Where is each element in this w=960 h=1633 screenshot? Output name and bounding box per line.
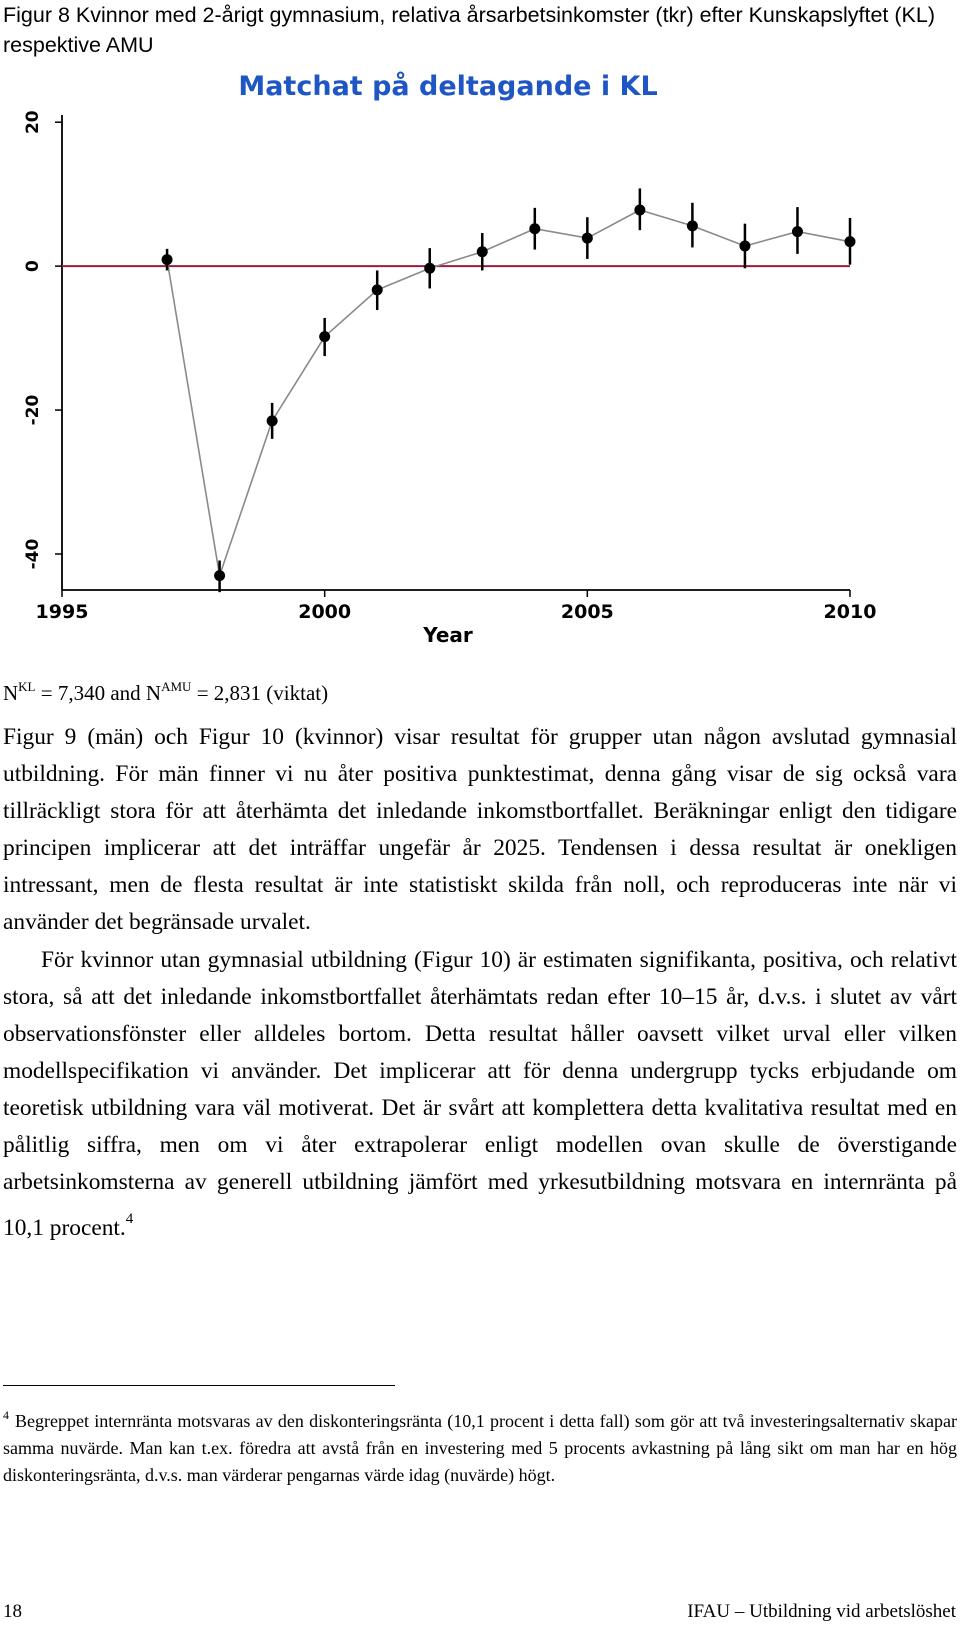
chart-title: Matchat på deltagande i KL: [238, 71, 658, 102]
y-tick-label: -40: [23, 538, 43, 570]
data-point: [477, 246, 488, 257]
n-amu-superscript: AMU: [161, 679, 192, 694]
data-point: [739, 240, 750, 251]
y-tick-label: 20: [23, 110, 43, 135]
chart: [0, 60, 960, 660]
x-tick-label: 2005: [560, 601, 614, 623]
footnote-number: 4: [3, 1408, 9, 1422]
n-kl-value: = 7,340 and N: [35, 681, 162, 705]
data-point: [267, 415, 278, 426]
sample-size-note: [3, 675, 328, 705]
data-point: [582, 233, 593, 244]
n-kl-prefix: N: [3, 681, 19, 705]
n-amu-value: = 2,831 (viktat): [191, 681, 329, 705]
footnote-text: Begreppet internränta motsvaras av den diskonteringsränta (10,1 procent i detta fall) som gör att två investeringsalternativ skapar samma nuvärde. Man kan t.ex. föredra att avstå från en investering med 5 procents avkastning på lång sikt om man har en hög diskonteringsränta, d.v.s. man värderar pengarnas värde idag (nuvärde) högt.: [3, 1411, 957, 1485]
running-head: IFAU – Utbildning vid arbetslöshet: [687, 1601, 956, 1622]
series-line: [167, 210, 850, 576]
body-text: [3, 719, 957, 1247]
x-tick-label: 2010: [823, 601, 877, 623]
y-tick-label: 0: [23, 260, 43, 273]
chart-series: [162, 188, 856, 592]
figure-caption: Figur 8 Kvinnor med 2-årigt gymnasium, relativa årsarbetsinkomster (tkr) efter Kunskapslyftet (KL) respektive AMU: [3, 3, 935, 57]
x-tick-label: 2000: [298, 601, 352, 623]
data-point: [162, 254, 173, 265]
n-kl-superscript: KL: [18, 679, 36, 694]
data-point: [214, 570, 225, 581]
data-point: [845, 236, 856, 247]
data-point: [319, 331, 330, 342]
data-point: [529, 223, 540, 234]
x-tick-label: 1995: [35, 601, 89, 623]
chart-ticks: [23, 110, 876, 623]
footnote-reference[interactable]: 4: [125, 1211, 134, 1228]
footnote-rule: [3, 1385, 395, 1386]
data-point: [792, 226, 803, 237]
chart-axes: [62, 115, 850, 590]
paragraph-2-text: För kvinnor utan gymnasial utbildning (Figur 10) är estimaten signifikanta, positiva, och relativt stora, så att det inledande inkomstbortfallet återhämtats redan efter 10–15 år, d.v.s. i slutet av vårt observationsfönster eller alldeles bortom. Detta resultat håller oavsett vilket urval eller vilken modellspecifikation vi använder. Det implicerar att för denna undergrupp tycks erbjudande om teoretisk utbildning vara väl motiverat. Det är svårt att komplettera detta kvalitativa resultat med en pålitlig siffra, men om vi åter extrapolerar enligt modellen ovan skulle de överstigande arbetsinkomsterna av generell utbildning jämfört med yrkesutbildning motsvara en internränta på 10,1 procent.: [3, 946, 957, 1242]
data-point: [424, 263, 435, 274]
y-tick-label: -20: [23, 394, 43, 426]
data-point: [634, 205, 645, 216]
page-number: 18: [3, 1601, 22, 1622]
x-axis-label: Year: [423, 623, 473, 647]
paragraph-1: [3, 719, 957, 942]
data-point: [687, 220, 698, 231]
paragraph-2: [3, 942, 957, 1248]
paragraph-1-text: Figur 9 (män) och Figur 10 (kvinnor) visar resultat för grupper utan någon avslutad gymnasial utbildning. För män finner vi nu åter positiva punktestimat, denna gång visar de sig också vara tillräckligt stora för att återhämta det inledande inkomstbortfallet. Beräkningar enligt den tidigare principen implicerar att det inträffar ungefär år 2025. Tendensen i dessa resultat är onekligen intressant, men de flesta resultat är inte statistiskt skilda från noll, och reproduceras inte när vi använder det begränsade urvalet.: [3, 724, 957, 936]
footnote: [3, 1402, 957, 1489]
data-point: [372, 284, 383, 295]
